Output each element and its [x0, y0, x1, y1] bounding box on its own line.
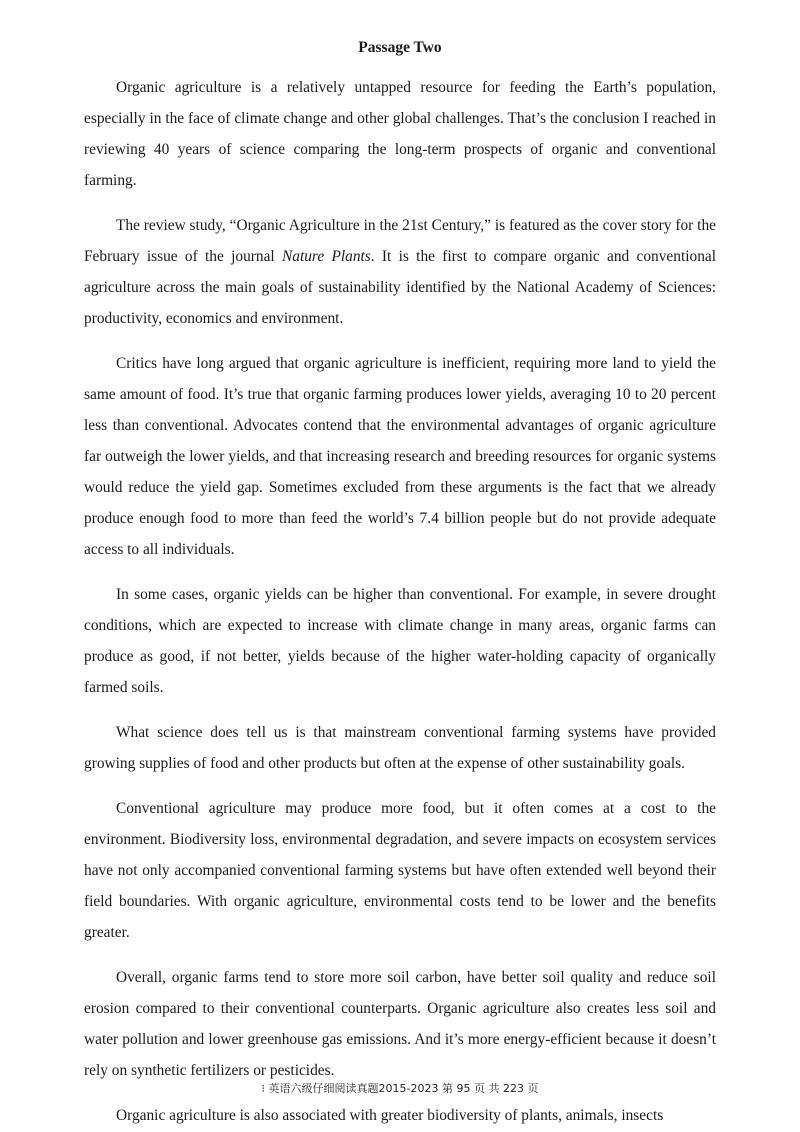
journal-name: Nature Plants: [281, 248, 371, 265]
paragraph-2-tail: . It is the first to compare organic and conventional agriculture across the main goals of sustainability identified by the National Academy of Sciences: productivity, economics and environment.: [84, 248, 717, 327]
paragraph-7: Overall, organic farms tend to store more soil carbon, have better soil quality and reduce soil erosion compared to their conventional counterparts. Organic agriculture also creates less soil and water pollution and lower greenhouse gas emissions. And it’s more energy-efficient because it doesn’t rely on synthetic fertilizers or pesticides.: [84, 969, 716, 1079]
passage-body: [84, 72, 716, 1131]
paragraph-2: [84, 210, 716, 334]
passage-title: Passage Two: [358, 39, 442, 56]
paragraph-8: Organic agriculture is also associated with greater biodiversity of plants, animals, insects: [116, 1107, 664, 1124]
paragraph-1: Organic agriculture is a relatively untapped resource for feeding the Earth’s population, especially in the face of climate change and other global challenges. That’s the conclusion I reached in reviewing 40 years of science comparing the long-term prospects of organic and conventional farming.: [84, 79, 716, 189]
page-footer: ⁝ 英语六级仔细阅读真题2015-2023 第 95 页 共 223 页: [261, 1082, 539, 1095]
paragraph-5: What science does tell us is that mainstream conventional farming systems have provided growing supplies of food and other products but often at the expense of other sustainability goals.: [84, 724, 716, 772]
paragraph-4: In some cases, organic yields can be higher than conventional. For example, in severe drought conditions, which are expected to increase with climate change in many areas, organic farms can produce as good, if not better, yields because of the higher water-holding capacity of organically farmed soils.: [84, 586, 716, 696]
paragraph-2-lead: The review study, “Organic Agriculture in the 21st Century,” is featured as the cover story for the February issue of the journal: [84, 217, 716, 265]
paragraph-6: Conventional agriculture may produce more food, but it often comes at a cost to the environment. Biodiversity loss, environmental degradation, and severe impacts on ecosystem services have not only accompanied conventional farming systems but have often extended well beyond their field boundaries. With organic agriculture, environmental costs tend to be lower and the benefits greater.: [84, 800, 716, 941]
paragraph-3: Critics have long argued that organic agriculture is inefficient, requiring more land to yield the same amount of food. It’s true that organic farming produces lower yields, averaging 10 to 20 percent less than conventional. Advocates contend that the environmental advantages of organic agriculture far outweigh the lower yields, and that increasing research and breeding resources for organic systems would reduce the yield gap. Sometimes excluded from these arguments is the fact that we already produce enough food to more than feed the world’s 7.4 billion people but do not provide adequate access to all individuals.: [84, 355, 716, 558]
